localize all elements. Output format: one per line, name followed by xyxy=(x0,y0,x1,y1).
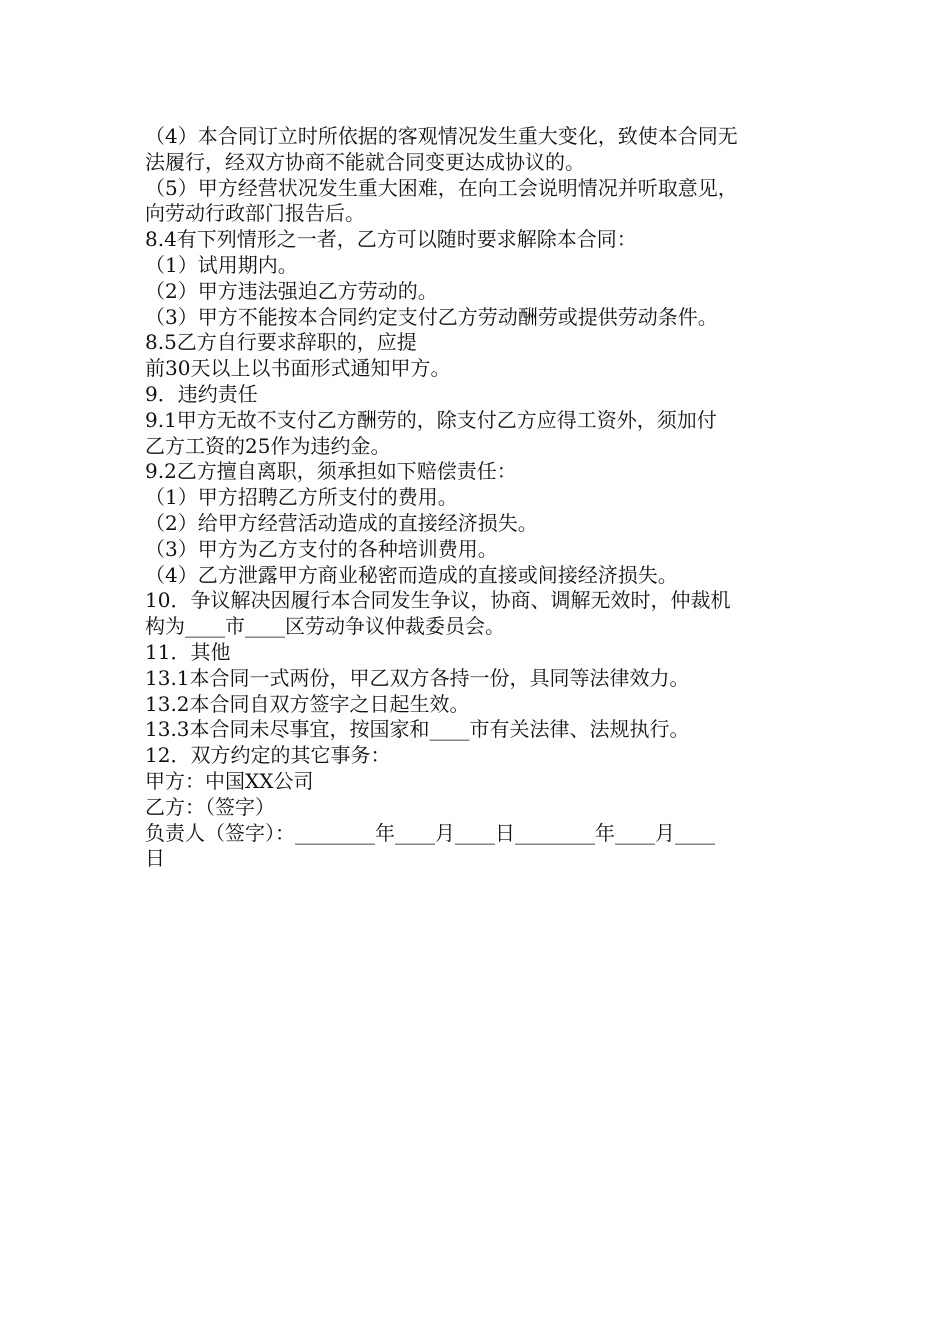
text-line: （3）甲方不能按本合同约定支付乙方劳动酬劳或提供劳动条件。 xyxy=(145,304,718,329)
clause-heading-13-3: 13.3本合同未尽事宜，按国家和____市有关法律、法规执行。 xyxy=(145,717,690,742)
clause-heading-8-4: 8.4有下列情形之一者，乙方可以随时要求解除本合同： xyxy=(145,227,637,252)
section-heading-other-matters: 12．双方约定的其它事务： xyxy=(145,743,391,768)
party-a-line: 甲方：中国XX公司 xyxy=(145,768,314,793)
text-line: （3）甲方为乙方支付的各种培训费用。 xyxy=(145,536,498,561)
section-heading-other: 11．其他 xyxy=(145,639,231,664)
clause-heading-13-2: 13.2本合同自双方签字之日起生效。 xyxy=(145,691,470,716)
text-line: 法履行，经双方协商不能就合同变更达成协议的。 xyxy=(145,149,585,174)
clause-heading-8-5: 8.5乙方自行要求辞职的，应提 xyxy=(145,330,417,355)
clause-heading-9-2: 9.2乙方擅自离职，须承担如下赔偿责任： xyxy=(145,459,517,484)
clause-heading-13-1: 13.1本合同一式两份，甲乙双方各持一份，具同等法律效力。 xyxy=(145,665,690,690)
text-line: （1）甲方招聘乙方所支付的费用。 xyxy=(145,485,458,510)
text-line: （1）试用期内。 xyxy=(145,252,298,277)
text-line: 乙方工资的25作为违约金。 xyxy=(145,433,391,458)
text-line: 日 xyxy=(145,846,165,871)
clause-heading-9-1: 9.1甲方无故不支付乙方酬劳的，除支付乙方应得工资外，须加付 xyxy=(145,407,717,432)
contract-text-body xyxy=(145,124,809,872)
text-line: 前30天以上以书面形式通知甲方。 xyxy=(145,356,451,381)
text-line: 构为____市____区劳动争议仲裁委员会。 xyxy=(145,614,505,639)
section-heading-dispute-resolution: 10．争议解决因履行本合同发生争议，协商、调解无效时，仲裁机 xyxy=(145,588,731,613)
text-line: （2）给甲方经营活动造成的直接经济损失。 xyxy=(145,510,538,535)
party-b-signature-line: 乙方：（签字） xyxy=(145,794,275,819)
text-line: 向劳动行政部门报告后。 xyxy=(145,201,365,226)
text-line: （4）乙方泄露甲方商业秘密而造成的直接或间接经济损失。 xyxy=(145,562,678,587)
text-line: （4）本合同订立时所依据的客观情况发生重大变化，致使本合同无 xyxy=(145,124,738,148)
text-line: （5）甲方经营状况发生重大困难，在向工会说明情况并听取意见， xyxy=(145,175,738,200)
responsible-person-signature-line: 负责人（签字）：________年____月____日________年____月____ xyxy=(145,820,715,845)
section-heading-breach-liability: 9．违约责任 xyxy=(145,381,258,406)
text-line: （2）甲方违法强迫乙方劳动的。 xyxy=(145,278,438,303)
